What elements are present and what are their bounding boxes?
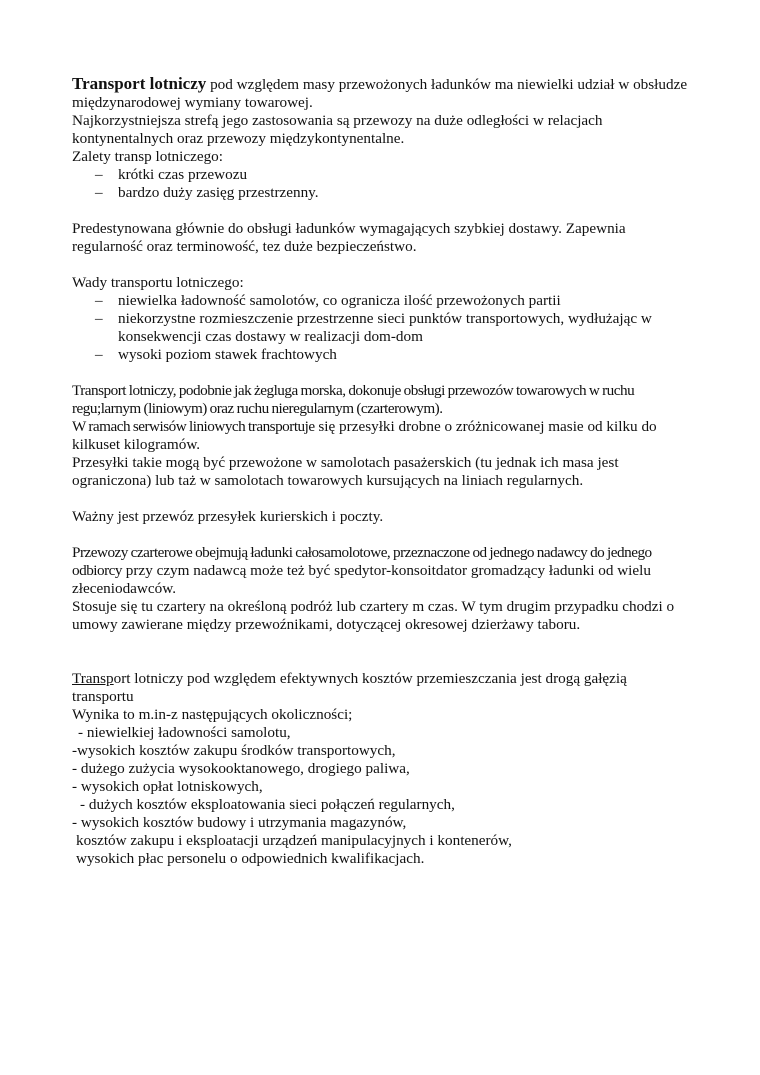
- reasons-line: Wynika to m.in-z następujących okoliczności;: [72, 706, 353, 723]
- advantages-list: [72, 166, 688, 202]
- dash-bullet: –: [95, 166, 103, 183]
- list-item-text: niekorzystne rozmieszczenie przestrzenne sieci punktów transportowych, wydłużając w konsekwencji czas dostawy w realizacji dom-dom: [118, 310, 652, 345]
- intro-paragraph: [72, 75, 688, 112]
- reasons-line: - dużych kosztów eksploatowania sieci połączeń regularnych,: [80, 796, 455, 813]
- list-item: [72, 184, 688, 202]
- disadvantages-heading: Wady transportu lotniczego:: [72, 274, 244, 291]
- costs-text: ort lotniczy pod względem efektywnych kosztów przemieszczania jest drogą gałęzią transportu: [72, 670, 627, 705]
- liner-text-a: W ramach serwisów liniowych transportuje: [72, 418, 315, 435]
- reasons-line: kosztów zakupu i eksploatacji urządzeń manipulacyjnych i kontenerów,: [76, 832, 512, 849]
- reasons-line: - dużego zużycia wysokooktanowego, drogiego paliwa,: [72, 760, 410, 777]
- paragraph-regular-charter: Transport lotniczy, podobnie jak żegluga morska, dokonuje obsługi przewozów towarowych w ruchu regu;larnym (liniowym) oraz ruchu nieregularnym (czarterowym).: [72, 382, 635, 417]
- disadvantages-list: [72, 292, 688, 364]
- list-item-text: bardzo duży zasięg przestrzenny.: [118, 184, 319, 201]
- paragraph-costs: [72, 670, 688, 706]
- dash-bullet: –: [95, 346, 103, 363]
- paragraph-charter: [72, 544, 688, 598]
- list-item: [72, 310, 688, 346]
- list-item: [72, 292, 688, 310]
- reasons-line: - niewielkiej ładowności samolotu,: [78, 724, 291, 741]
- list-item-text: krótki czas przewozu: [118, 166, 248, 183]
- charter-text-a: Przewozy czarterowe obejmują ładunki całosamolotowe, przeznaczone od jednego nadawcy do jednego odbiorcy: [72, 544, 652, 579]
- paragraph-predestination: Predestynowana głównie do obsługi ładunków wymagających szybkiej dostawy. Zapewnia regularność oraz terminowość, tez duże bezpieczeństwo.: [72, 220, 626, 255]
- list-item: [72, 346, 688, 364]
- paragraph-shipments: Przesyłki takie mogą być przewożone w samolotach pasażerskich (tu jednak ich masa jest ograniczona) lub taż w samolotach towarowych kursujących na liniach regularnych.: [72, 454, 619, 489]
- list-item: [72, 166, 688, 184]
- paragraph-courier: Ważny jest przewóz przesyłek kurierskich i poczty.: [72, 508, 384, 525]
- advantages-heading: Zalety transp lotniczego:: [72, 148, 223, 165]
- dash-bullet: –: [95, 184, 103, 201]
- dash-bullet: –: [95, 292, 103, 309]
- document-title: Transport lotniczy: [72, 74, 207, 93]
- paragraph-charter-types: Stosuje się tu czartery na określoną podróż lub czartery m czas. W tym drugim przypadku chodzi o umowy zawierane między przewoźnikami, dotyczącej okresowej dzierżawy taboru.: [72, 598, 675, 633]
- reasons-line: - wysokich kosztów budowy i utrzymania magazynów,: [72, 814, 407, 831]
- paragraph-liner-services: [72, 418, 688, 454]
- intro-text: pod względem masy przewożonych ładunków ma niewielki udział w obsłudze międzynarodowej wymiany towarowej.: [72, 76, 688, 111]
- reasons-line: wysokich płac personelu o odpowiednich kwalifikacjach.: [76, 850, 425, 867]
- underlined-text: Transp: [72, 670, 114, 687]
- reasons-line: -wysokich kosztów zakupu środków transportowych,: [72, 742, 396, 759]
- liner-text-b: się przesyłki drobne o zróżnicowanej masie od kilku do kilkuset kilogramów.: [72, 418, 657, 453]
- list-item-text: niewielka ładowność samolotów, co ogranicza ilość przewożonych partii: [118, 292, 561, 309]
- reasons-line: - wysokich opłat lotniskowych,: [72, 778, 263, 795]
- charter-text-b: przy czym nadawcą może też być spedytor-konsoitdator gromadzący ładunki od wielu złeceniodawców.: [72, 562, 651, 597]
- document-page: [72, 75, 688, 868]
- paragraph-zones: Najkorzystniejsza strefą jego zastosowania są przewozy na duże odległości w relacjach kontynentalnych oraz przewozy międzykontynentalne.: [72, 112, 603, 147]
- dash-bullet: –: [95, 310, 103, 327]
- list-item-text: wysoki poziom stawek frachtowych: [118, 346, 337, 363]
